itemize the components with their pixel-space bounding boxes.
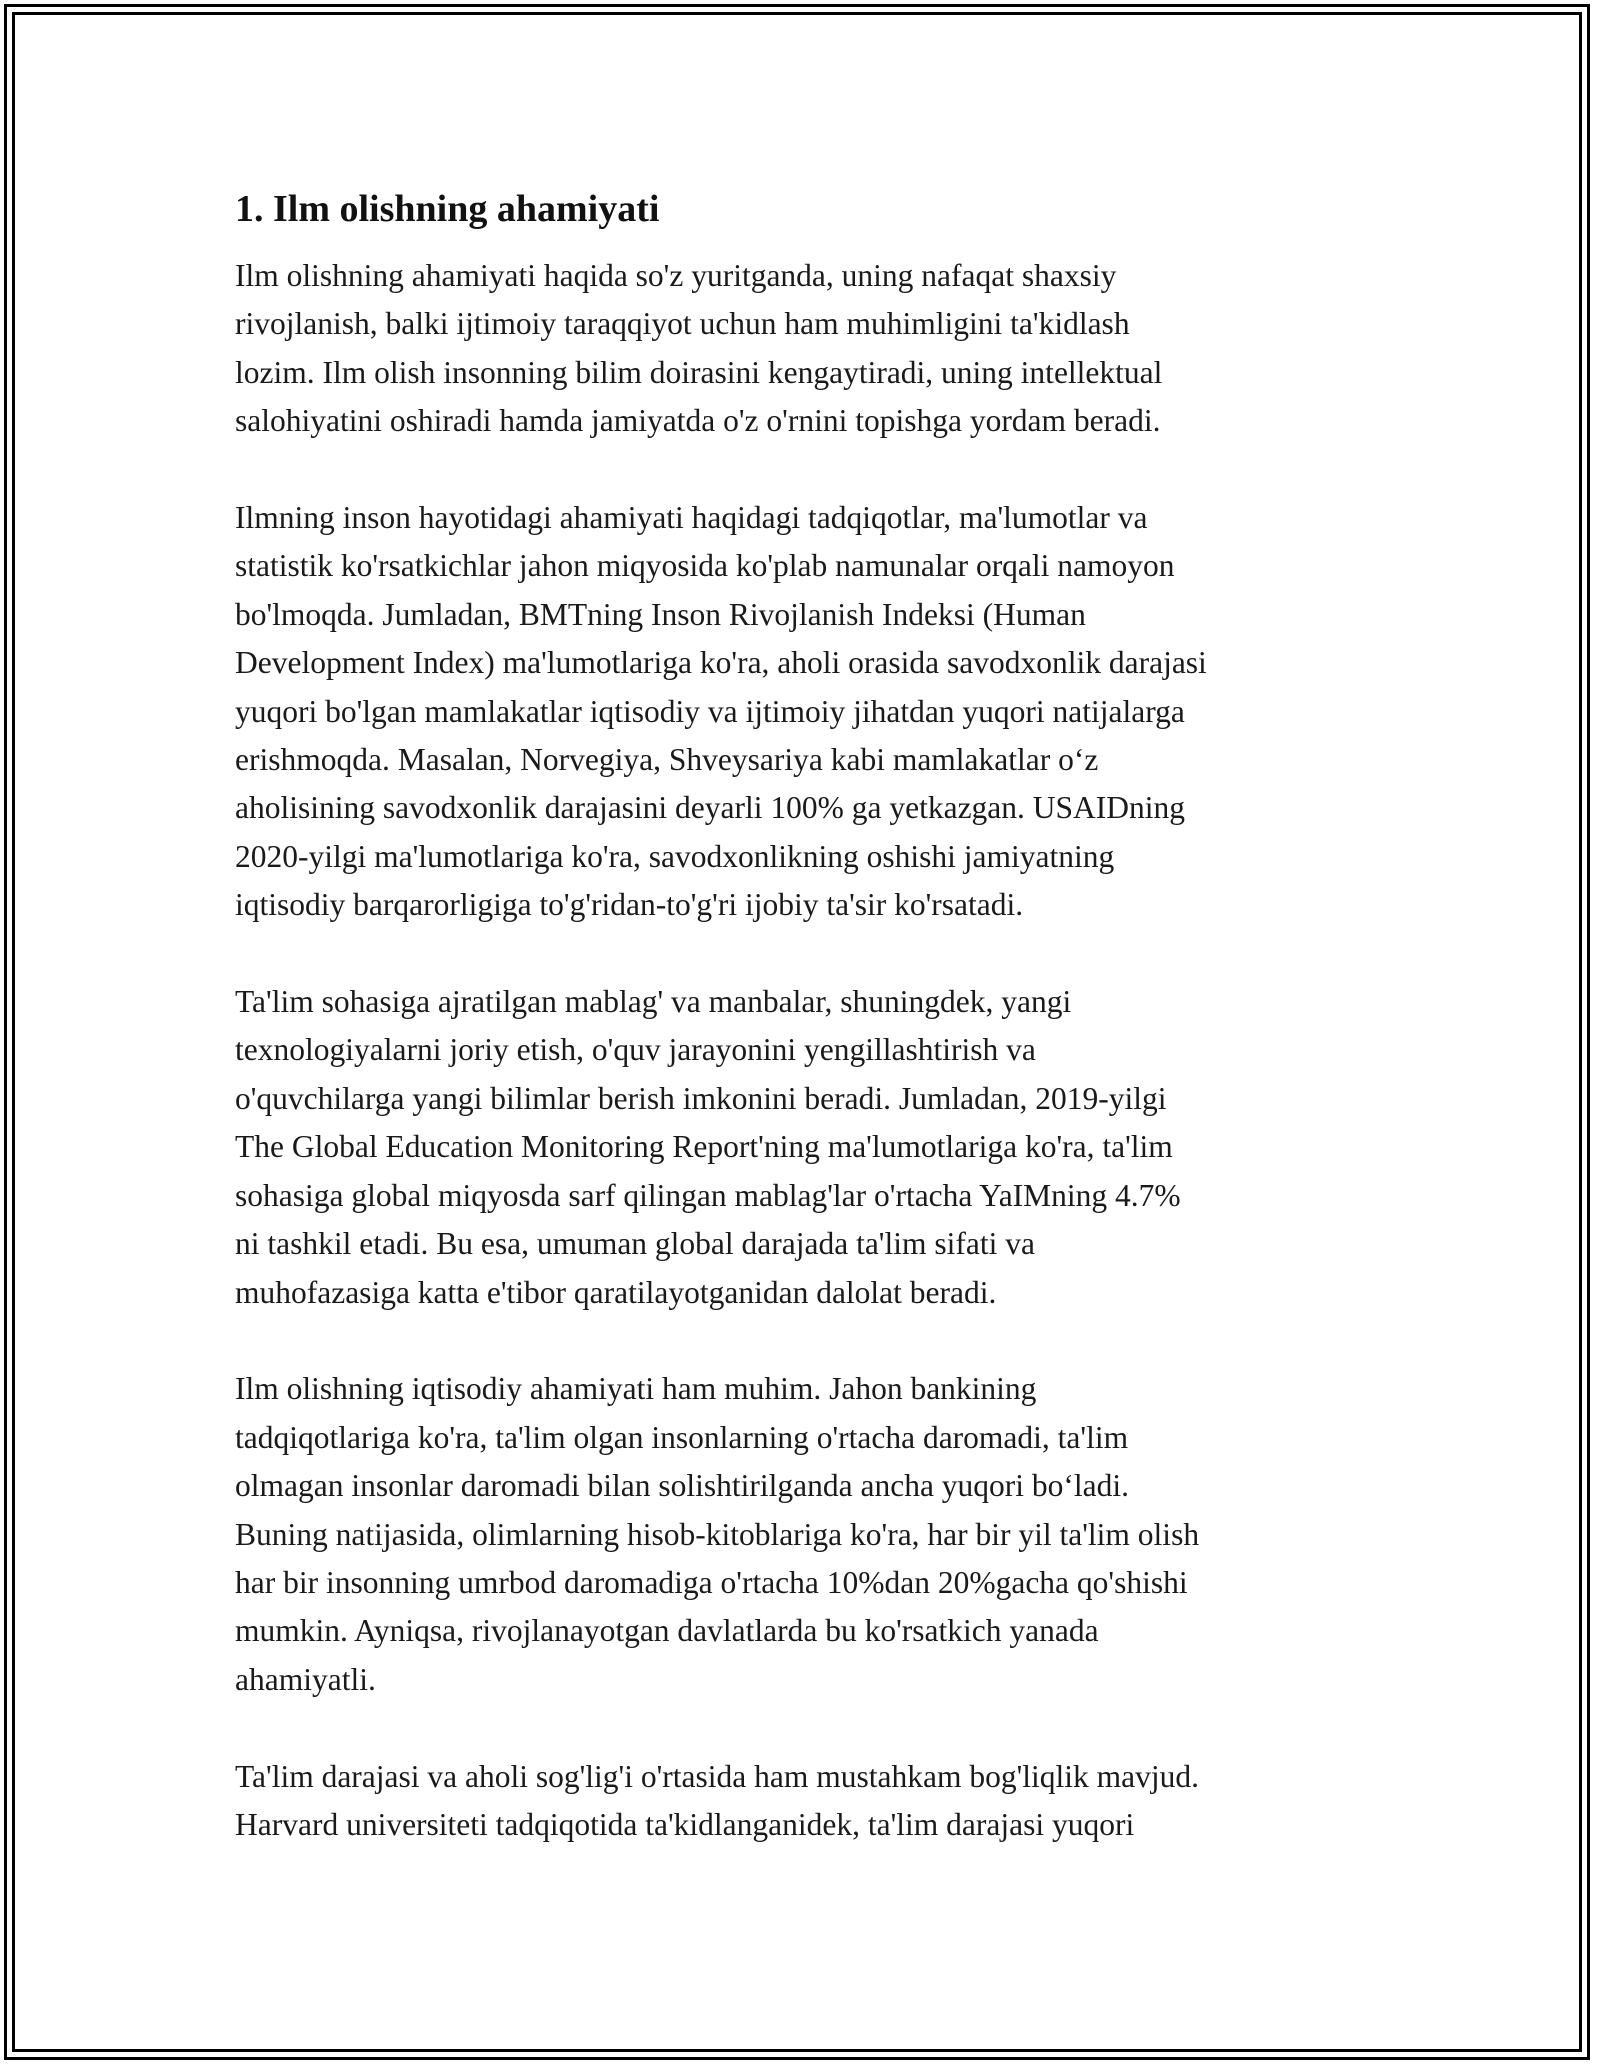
paragraph-3: Ta'lim sohasiga ajratilgan mablag' va manbalar, shuningdek, yangi texnologiyalarni joriy etish, o'quv jarayonini yengillashtirish va o'quvchilarga yangi bilimlar berish imkonini beradi. Jumladan, 2019-yilgi The Global Education Monitoring Report'ning ma'lumotlariga ko'ra, ta'lim sohasiga global miqyosda sarf qilingan mablag'lar o'rtacha YaIMning 4.7% ni tashkil etadi. Bu esa, umuman global darajada ta'lim sifati va muhofazasiga katta e'tibor qaratilayotganidan dalolat beradi. <box>235 984 1181 1310</box>
section-heading: 1. Ilm olishning ahamiyati <box>235 188 660 230</box>
paragraph-2: Ilmning inson hayotidagi ahamiyati haqidagi tadqiqotlar, ma'lumotlar va statistik ko'rsatkichlar jahon miqyosida ko'plab namunalar orqali namoyon bo'lmoqda. Jumladan, BMTning Inson Rivojlanish Indeksi (Human Development Index) ma'lumotlariga ko'ra, aholi orasida savodxonlik darajasi yuqori bo'lgan mamlakatlar iqtisodiy va ijtimoiy jihatdan yuqori natijalarga erishmoqda. Masalan, Norvegiya, Shveysariya kabi mamlakatlar o‘z aholisining savodxonlik darajasini deyarli 100% ga yetkazgan. USAIDning 2020-yilgi ma'lumotlariga ko'ra, savodxonlikning oshishi jamiyatning iqtisodiy barqarorligiga to'g'ridan-to'g'ri ijobiy ta'sir ko'rsatadi. <box>235 500 1207 923</box>
paragraph-4: Ilm olishning iqtisodiy ahamiyati ham muhim. Jahon bankining tadqiqotlariga ko'ra, ta'lim olgan insonlarning o'rtacha daromadi, ta'lim olmagan insonlar daromadi bilan solishtirilganda ancha yuqori bo‘ladi. Buning natijasida, olimlarning hisob-kitoblariga ko'ra, har bir yil ta'lim olish har bir insonning umrbod daromadiga o'rtacha 10%dan 20%gacha qo'shishi mumkin. Ayniqsa, rivojlanayotgan davlatlarda bu ko'rsatkich yanada ahamiyatli. <box>235 1371 1200 1697</box>
document-body <box>235 186 1415 1898</box>
paragraph-1: Ilm olishning ahamiyati haqida so'z yuritganda, uning nafaqat shaxsiy rivojlanish, balki ijtimoiy taraqqiyot uchun ham muhimligini ta'kidlash lozim. Ilm olish insonning bilim doirasini kengaytiradi, uning intellektual salohiyatini oshiradi hamda jamiyatda o'z o'rnini topishga yordam beradi. <box>235 258 1163 439</box>
paragraph-5: Ta'lim darajasi va aholi sog'lig'i o'rtasida ham mustahkam bog'liqlik mavjud. Harvard universiteti tadqiqotida ta'kidlanganidek, ta'lim darajasi yuqori <box>235 1758 1199 1842</box>
